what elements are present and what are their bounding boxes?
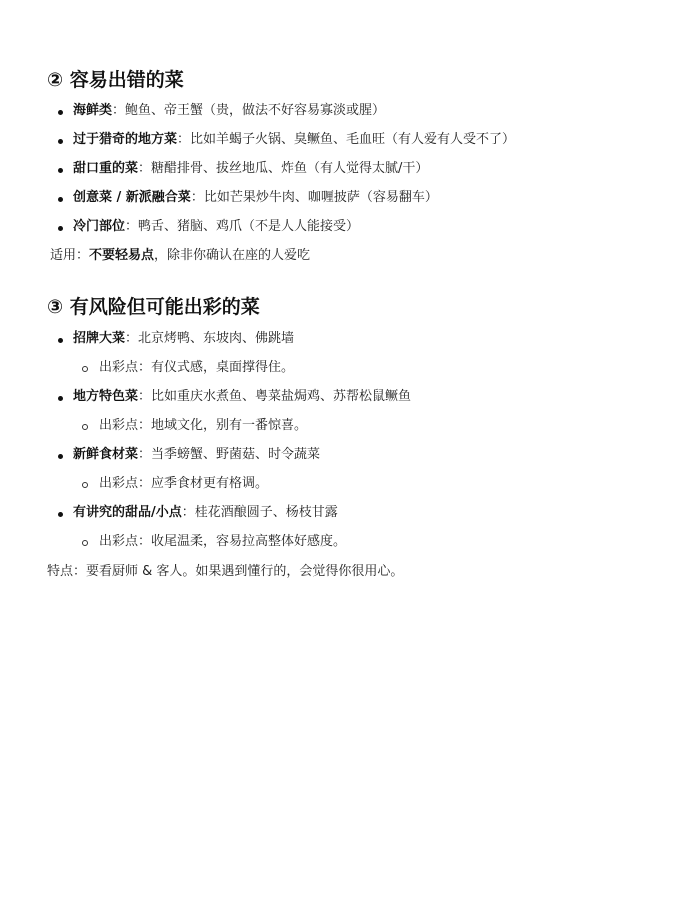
item-text: 当季螃蟹、野菌菇、时令蔬菜 <box>151 447 321 462</box>
list-item <box>73 131 515 149</box>
item-separator: ： <box>125 331 139 346</box>
list-item <box>73 446 320 464</box>
item-separator: ： <box>138 161 152 176</box>
item-separator: ： <box>138 389 152 404</box>
bullet-icon <box>58 197 63 202</box>
bullet-icon <box>58 226 63 231</box>
item-text: 比如芒果炒牛肉、咖喱披萨（容易翻车） <box>203 190 438 205</box>
bullet-icon <box>58 396 63 401</box>
section3-note: 特点：要看厨师 & 客人。如果遇到懂行的，会觉得你很用心。 <box>47 564 404 579</box>
list-item <box>73 102 385 120</box>
sub-list-item: 出彩点：收尾温柔，容易拉高整体好感度。 <box>99 534 347 549</box>
sub-bullet-icon <box>82 540 88 546</box>
item-text: 比如羊蝎子火锅、臭鳜鱼、毛血旺（有人爱有人受不了） <box>190 132 516 147</box>
item-text: 桂花酒酿圆子、杨枝甘露 <box>194 505 338 520</box>
item-label: 地方特色菜 <box>73 389 139 404</box>
bullet-icon <box>58 454 63 459</box>
sub-bullet-icon <box>82 366 88 372</box>
item-separator: ： <box>125 219 139 234</box>
note-prefix: 适用： <box>50 248 90 263</box>
item-text: 糖醋排骨、拔丝地瓜、炸鱼（有人觉得太腻/干） <box>151 161 429 176</box>
list-item <box>73 160 428 178</box>
item-label: 招牌大菜 <box>73 331 126 346</box>
bullet-icon <box>58 168 63 173</box>
item-label: 有讲究的甜品/小点 <box>73 505 182 520</box>
bullet-icon <box>58 338 63 343</box>
item-label: 创意菜 / 新派融合菜 <box>73 190 191 205</box>
item-text: 北京烤鸭、东坡肉、佛跳墙 <box>138 331 295 346</box>
item-text: 鸭舌、猪脑、鸡爪（不是人人能接受） <box>138 219 360 234</box>
item-separator: ： <box>190 190 204 205</box>
list-item <box>73 388 411 406</box>
sub-bullet-icon <box>82 482 88 488</box>
item-separator: ： <box>112 103 126 118</box>
list-item <box>73 218 359 236</box>
bullet-icon <box>58 139 63 144</box>
sub-list-item: 出彩点：地域文化，别有一番惊喜。 <box>99 418 308 433</box>
item-text: 鲍鱼、帝王蟹（贵，做法不好容易寡淡或腥） <box>125 103 386 118</box>
sub-list-item: 出彩点：有仪式感，桌面撑得住。 <box>99 360 295 375</box>
item-label: 甜口重的菜 <box>73 161 139 176</box>
sub-list-item: 出彩点：应季食材更有格调。 <box>99 476 269 491</box>
item-label: 冷门部位 <box>73 219 126 234</box>
list-item <box>73 189 438 207</box>
item-label: 过于猎奇的地方菜 <box>73 132 178 147</box>
sub-bullet-icon <box>82 424 88 430</box>
list-item <box>73 504 338 522</box>
bullet-icon <box>58 110 63 115</box>
item-text: 比如重庆水煮鱼、粤菜盐焗鸡、苏帮松鼠鳜鱼 <box>151 389 412 404</box>
item-separator: ： <box>177 132 191 147</box>
bullet-icon <box>58 512 63 517</box>
item-label: 海鲜类 <box>73 103 113 118</box>
section-title-easy-to-fail: ② 容易出错的菜 <box>47 69 184 91</box>
item-label: 新鲜食材菜 <box>73 447 139 462</box>
list-item <box>73 330 294 348</box>
item-separator: ： <box>138 447 152 462</box>
section-title-risky-but-rewarding: ③ 有风险但可能出彩的菜 <box>47 296 260 318</box>
note-suffix: ，除非你确认在座的人爱吃 <box>154 248 311 263</box>
item-separator: ： <box>181 505 195 520</box>
section2-note <box>50 247 310 265</box>
note-emphasis: 不要轻易点 <box>89 248 155 263</box>
